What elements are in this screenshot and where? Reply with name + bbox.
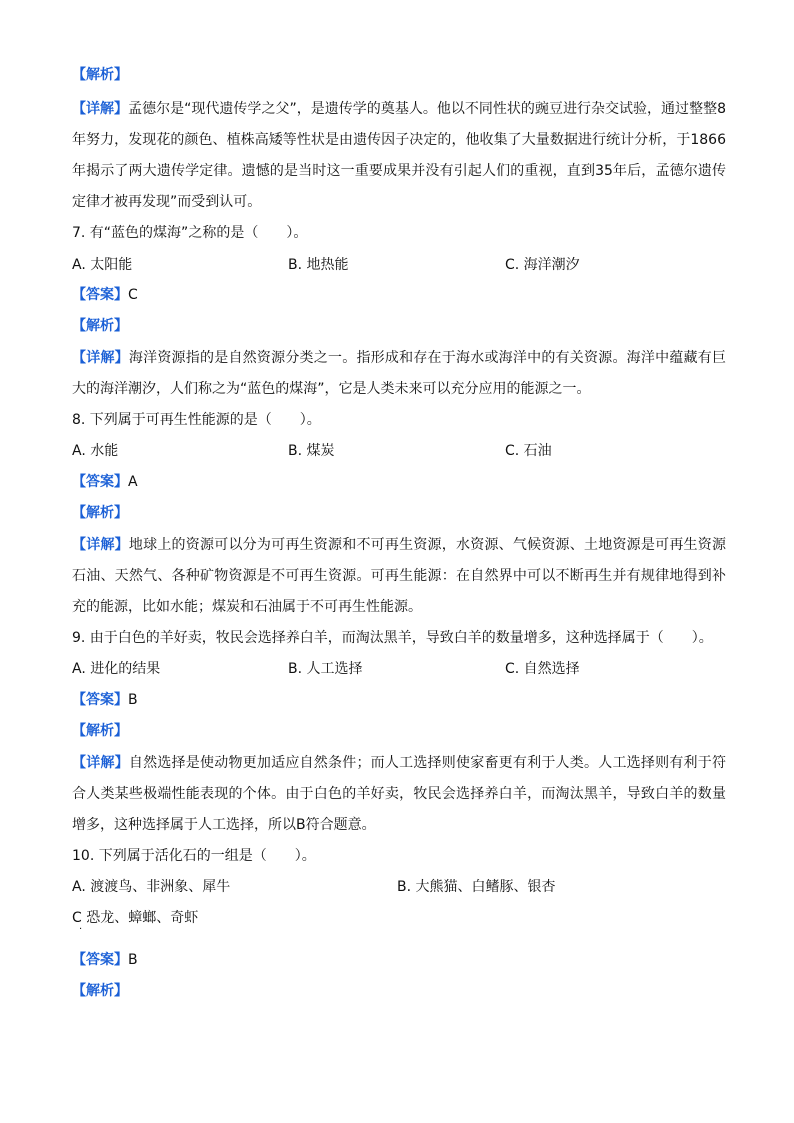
detail-text: 孟德尔是“现代遗传学之父”，是遗传学的奠基人。他以不同性状的豌豆进行杂交试验，通过整整8年努力，发现花的颜色、植株高矮等性状是由遗传因子决定的，他收集了大量数据进行统计分析，于1866年揭示了两大遗传学定律。遗憾的是当时这一重要成果并没有引起人们的重视，直到35年后，孟德尔遗传定律才被再发现”而受到认可。 bbox=[72, 101, 727, 210]
detail-text: 海洋资源指的是自然资源分类之一。指形成和存在于海水或海洋中的有关资源。海洋中蕴藏有巨大的海洋潮汐，人们称之为“蓝色的煤海”，它是人类未来可以充分应用的能源之一。 bbox=[72, 350, 726, 397]
question-9-detail bbox=[72, 748, 726, 841]
question-9-answer bbox=[72, 690, 138, 710]
question-8-stem: 8. 下列属于可再生性能源的是（ ）。 bbox=[72, 412, 321, 428]
question-10-answer bbox=[72, 950, 138, 970]
detail-text: 地球上的资源可以分为可再生资源和不可再生资源，水资源、气候资源、土地资源是可再生资源石油、天然气、各种矿物资源是不可再生资源。可再生能源：在自然界中可以不断再生并有规律地得到补充的能源，比如水能；煤炭和石油属于不可再生性能源。 bbox=[72, 537, 726, 615]
detail-heading: 【详解】 bbox=[72, 755, 129, 771]
question-7-option-c: C. 海洋潮汐 bbox=[505, 257, 580, 273]
detail-text: 自然选择是使动物更加适应自然条件；而人工选择则使家畜更有利于人类。人工选择则有利于符合人类某些极端性能表现的个体。由于白色的羊好卖，牧民会选择养白羊，而淘汰黑羊，导致白羊的数量增多，这种选择属于人工选择，所以B符合题意。 bbox=[72, 755, 726, 833]
detail-heading: 【详解】 bbox=[72, 350, 129, 366]
question-8-option-a: A. 水能 bbox=[72, 443, 119, 459]
question-9-option-c: C. 自然选择 bbox=[505, 661, 580, 677]
question-7-option-b: B. 地热能 bbox=[288, 257, 349, 273]
question-8-detail bbox=[72, 530, 726, 623]
question-10-option-b: B. 大熊猫、白鳍豚、银杏 bbox=[397, 879, 556, 895]
question-9-analysis-heading: 【解析】 bbox=[72, 723, 128, 739]
detail-paragraph bbox=[72, 94, 726, 218]
question-9-option-a: A. 进化的结果 bbox=[72, 661, 161, 677]
question-8-answer bbox=[72, 472, 138, 492]
analysis-heading: 【解析】 bbox=[72, 67, 128, 83]
question-10-option-c: C 恐龙、蟑螂、奇虾 bbox=[72, 910, 199, 926]
question-7-option-a: A. 太阳能 bbox=[72, 257, 133, 273]
answer-heading: 【答案】 bbox=[72, 474, 128, 490]
question-9-option-b: B. 人工选择 bbox=[288, 661, 363, 677]
question-10-option-a: A. 渡渡鸟、非洲象、犀牛 bbox=[72, 879, 231, 895]
question-8-analysis-heading: 【解析】 bbox=[72, 505, 128, 521]
question-10-stem: 10. 下列属于活化石的一组是（ ）。 bbox=[72, 848, 316, 864]
answer-heading: 【答案】 bbox=[72, 692, 128, 708]
answer-value: B bbox=[128, 952, 138, 968]
answer-value: B bbox=[128, 692, 138, 708]
question-7-answer bbox=[72, 285, 138, 305]
question-8-option-c: C. 石油 bbox=[505, 443, 552, 459]
question-7-detail bbox=[72, 343, 726, 405]
question-7-analysis-heading: 【解析】 bbox=[72, 318, 128, 334]
stray-dot-mark: · bbox=[79, 924, 83, 935]
answer-heading: 【答案】 bbox=[72, 952, 128, 968]
answer-value: A bbox=[128, 474, 138, 490]
question-9-stem: 9. 由于白色的羊好卖，牧民会选择养白羊，而淘汰黑羊，导致白羊的数量增多，这种选择属于（ ）。 bbox=[72, 630, 713, 646]
answer-heading: 【答案】 bbox=[72, 287, 128, 303]
question-10-analysis-heading: 【解析】 bbox=[72, 983, 128, 999]
question-8-option-b: B. 煤炭 bbox=[288, 443, 335, 459]
detail-heading: 【详解】 bbox=[72, 537, 129, 553]
question-7-stem: 7. 有“蓝色的煤海”之称的是（ ）。 bbox=[72, 225, 308, 241]
answer-value: C bbox=[128, 287, 138, 303]
detail-heading: 【详解】 bbox=[72, 101, 129, 117]
